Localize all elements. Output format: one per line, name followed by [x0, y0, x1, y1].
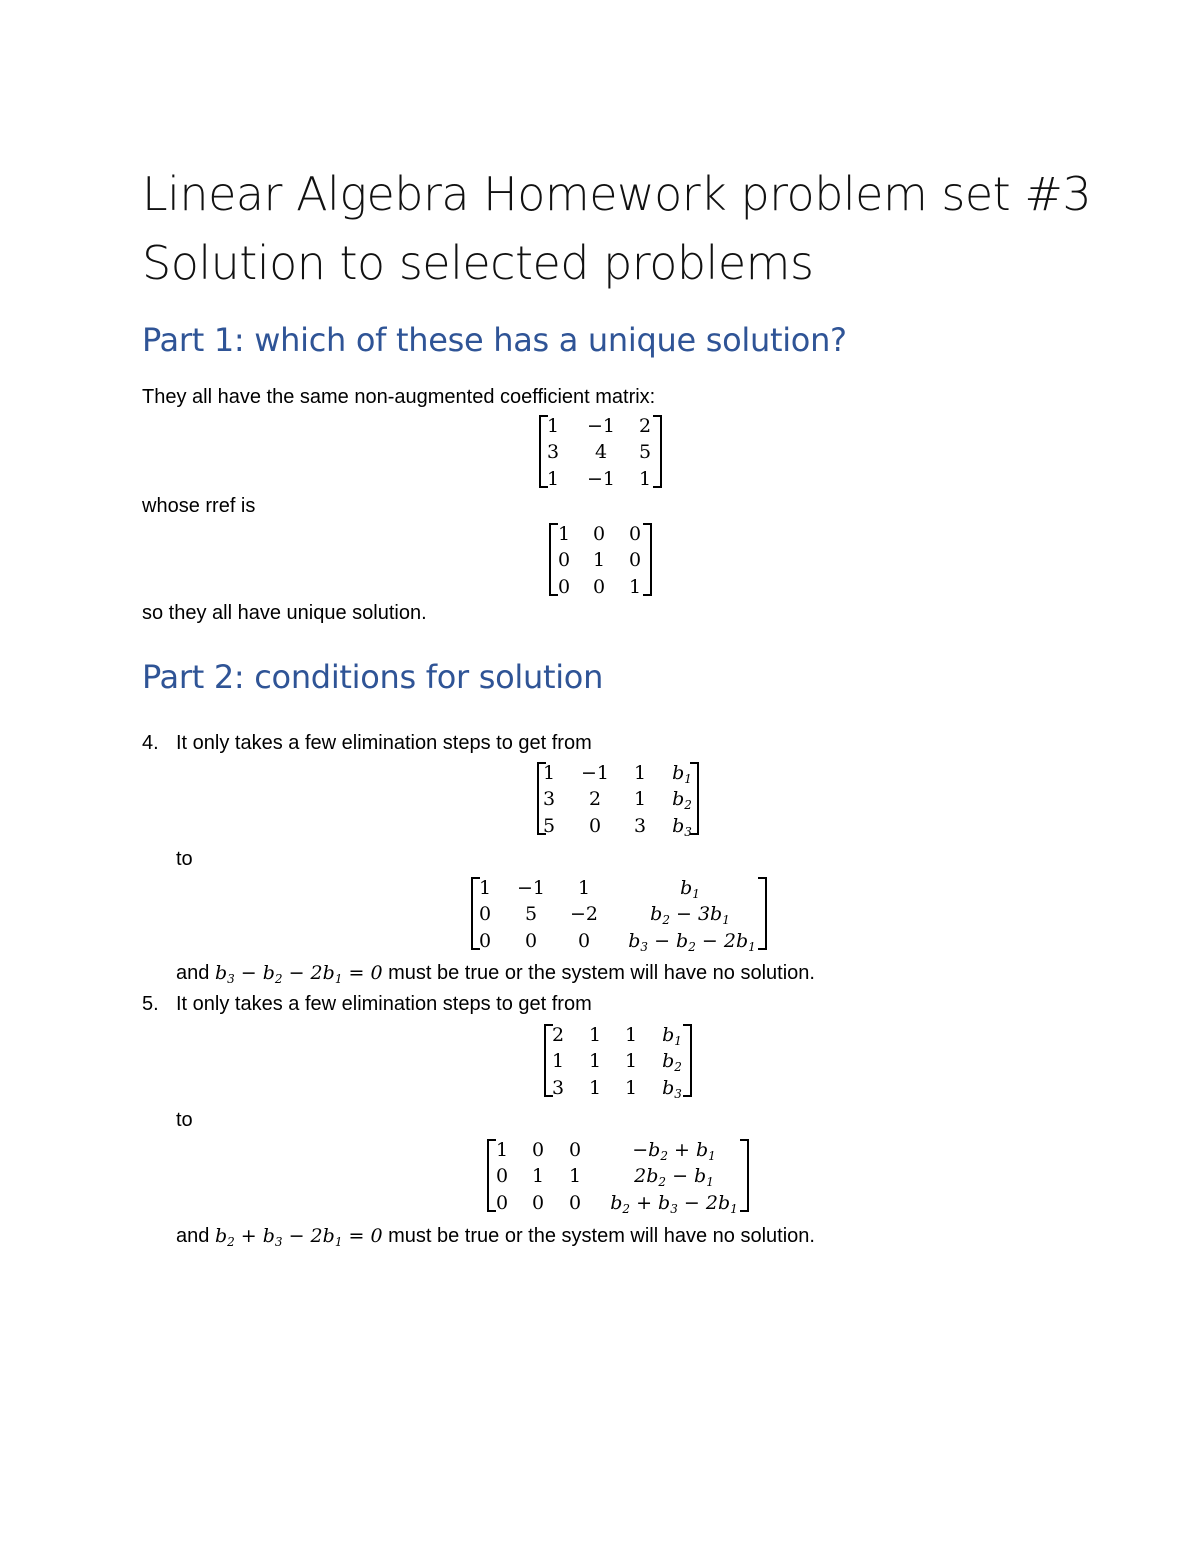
matrix-cell: 0 — [557, 576, 571, 598]
matrix-cell: 1 — [588, 1024, 602, 1046]
matrix-cell: 2 — [638, 415, 652, 437]
matrix-cell: $b_3 - b_2 - 2b_1$ — [628, 930, 756, 954]
problem-4-to-matrix — [471, 877, 767, 954]
problem-4-number: 4. — [142, 732, 159, 754]
condition-suffix: must be true or the system will have no solution. — [388, 962, 815, 984]
matrix-cell: 4 — [594, 441, 608, 463]
matrix-cell: 1 — [628, 576, 642, 598]
matrix-cell: $-b_2 + b_1$ — [632, 1139, 716, 1163]
matrix-cell: $b_2$ — [672, 788, 692, 812]
matrix-cell: 0 — [568, 1192, 582, 1214]
matrix-cell: 0 — [495, 1165, 509, 1187]
problem-5-intro: It only takes a few elimination steps to get from — [176, 993, 592, 1015]
problem-5-from-matrix — [544, 1024, 692, 1101]
matrix-right-bracket — [740, 1139, 749, 1212]
rref-label: whose rref is — [142, 495, 256, 517]
problem-4-intro: It only takes a few elimination steps to get from — [176, 732, 592, 754]
matrix-cell: $b_3$ — [662, 1077, 682, 1101]
matrix-cell: 1 — [633, 788, 647, 810]
condition-prefix: and — [176, 962, 210, 984]
matrix-cell: 1 — [633, 762, 647, 784]
matrix-cell: −1 — [580, 762, 610, 784]
matrix-cell: 0 — [531, 1139, 545, 1161]
matrix-cell: 3 — [633, 815, 647, 837]
matrix-cell: $b_2 + b_3 - 2b_1$ — [610, 1192, 738, 1216]
condition-equation: $b_3 - b_2 - 2b_1 = 0$ — [214, 962, 383, 986]
condition-prefix: and — [176, 1225, 210, 1247]
problem-5-number: 5. — [142, 993, 159, 1015]
document-title-line-2: Solution to selected problems — [142, 236, 814, 290]
matrix-right-bracket — [683, 1024, 692, 1097]
problem-5-to-label: to — [176, 1109, 193, 1131]
matrix-cell: 1 — [588, 1077, 602, 1099]
matrix-cell: $2b_2 - b_1$ — [634, 1165, 714, 1189]
matrix-cell: −1 — [516, 877, 546, 899]
matrix-cell: 1 — [624, 1024, 638, 1046]
matrix-cell: 1 — [577, 877, 591, 899]
matrix-cell: −1 — [586, 468, 616, 490]
part-1-heading: Part 1: which of these has a unique solution? — [142, 321, 847, 359]
matrix-cell: 1 — [478, 877, 492, 899]
part-1-conclusion: so they all have unique solution. — [142, 602, 427, 624]
matrix-right-bracket — [758, 877, 767, 950]
matrix-cell: 0 — [478, 903, 492, 925]
problem-4-from-matrix — [537, 762, 699, 839]
matrix-cell: $b_2 - 3b_1$ — [650, 903, 730, 927]
problem-4-condition — [176, 962, 815, 986]
matrix-cell: 0 — [495, 1192, 509, 1214]
matrix-cell: 3 — [551, 1077, 565, 1099]
matrix-cell: 1 — [568, 1165, 582, 1187]
document-title-line-1: Linear Algebra Homework problem set #3 — [142, 167, 1092, 221]
problem-5-condition — [176, 1225, 815, 1249]
matrix-cell: 0 — [557, 549, 571, 571]
matrix-left-bracket — [487, 1139, 496, 1212]
matrix-cell: 5 — [542, 815, 556, 837]
matrix-cell: 5 — [524, 903, 538, 925]
matrix-cell: 1 — [592, 549, 606, 571]
matrix-cell: 2 — [588, 788, 602, 810]
matrix-cell: 0 — [568, 1139, 582, 1161]
matrix-cell: 2 — [551, 1024, 565, 1046]
part-2-heading: Part 2: conditions for solution — [142, 658, 604, 696]
matrix-cell: 3 — [542, 788, 556, 810]
matrix-cell: $b_1$ — [672, 762, 692, 786]
matrix-cell: 0 — [592, 576, 606, 598]
matrix-cell: 0 — [577, 930, 591, 952]
matrix-left-bracket — [549, 523, 558, 596]
matrix-right-bracket — [653, 415, 662, 488]
problem-5-to-matrix — [487, 1139, 749, 1216]
matrix-cell: $b_2$ — [662, 1050, 682, 1074]
matrix-cell: 1 — [546, 415, 560, 437]
matrix-cell: 0 — [592, 523, 606, 545]
matrix-cell: 0 — [531, 1192, 545, 1214]
matrix-cell: −2 — [569, 903, 599, 925]
coefficient-matrix — [539, 415, 662, 488]
matrix-cell: 0 — [628, 523, 642, 545]
matrix-cell: 1 — [638, 468, 652, 490]
matrix-cell: 1 — [546, 468, 560, 490]
matrix-cell: 1 — [588, 1050, 602, 1072]
problem-4-to-label: to — [176, 848, 193, 870]
matrix-cell: 0 — [628, 549, 642, 571]
matrix-cell: $b_1$ — [680, 877, 700, 901]
matrix-cell: 1 — [542, 762, 556, 784]
condition-suffix: must be true or the system will have no solution. — [388, 1225, 815, 1247]
matrix-cell: 5 — [638, 441, 652, 463]
matrix-cell: $b_1$ — [662, 1024, 682, 1048]
matrix-cell: 3 — [546, 441, 560, 463]
matrix-cell: 1 — [531, 1165, 545, 1187]
matrix-cell: 1 — [624, 1077, 638, 1099]
part-1-intro: They all have the same non-augmented coefficient matrix: — [142, 386, 656, 408]
matrix-cell: 0 — [588, 815, 602, 837]
rref-matrix — [549, 523, 652, 596]
condition-equation: $b_2 + b_3 - 2b_1 = 0$ — [214, 1225, 383, 1249]
matrix-cell: 1 — [557, 523, 571, 545]
matrix-cell: $b_3$ — [672, 815, 692, 839]
matrix-cell: −1 — [586, 415, 616, 437]
matrix-right-bracket — [643, 523, 652, 596]
matrix-cell: 1 — [624, 1050, 638, 1072]
matrix-cell: 0 — [478, 930, 492, 952]
matrix-cell: 1 — [551, 1050, 565, 1072]
matrix-cell: 0 — [524, 930, 538, 952]
matrix-cell: 1 — [495, 1139, 509, 1161]
